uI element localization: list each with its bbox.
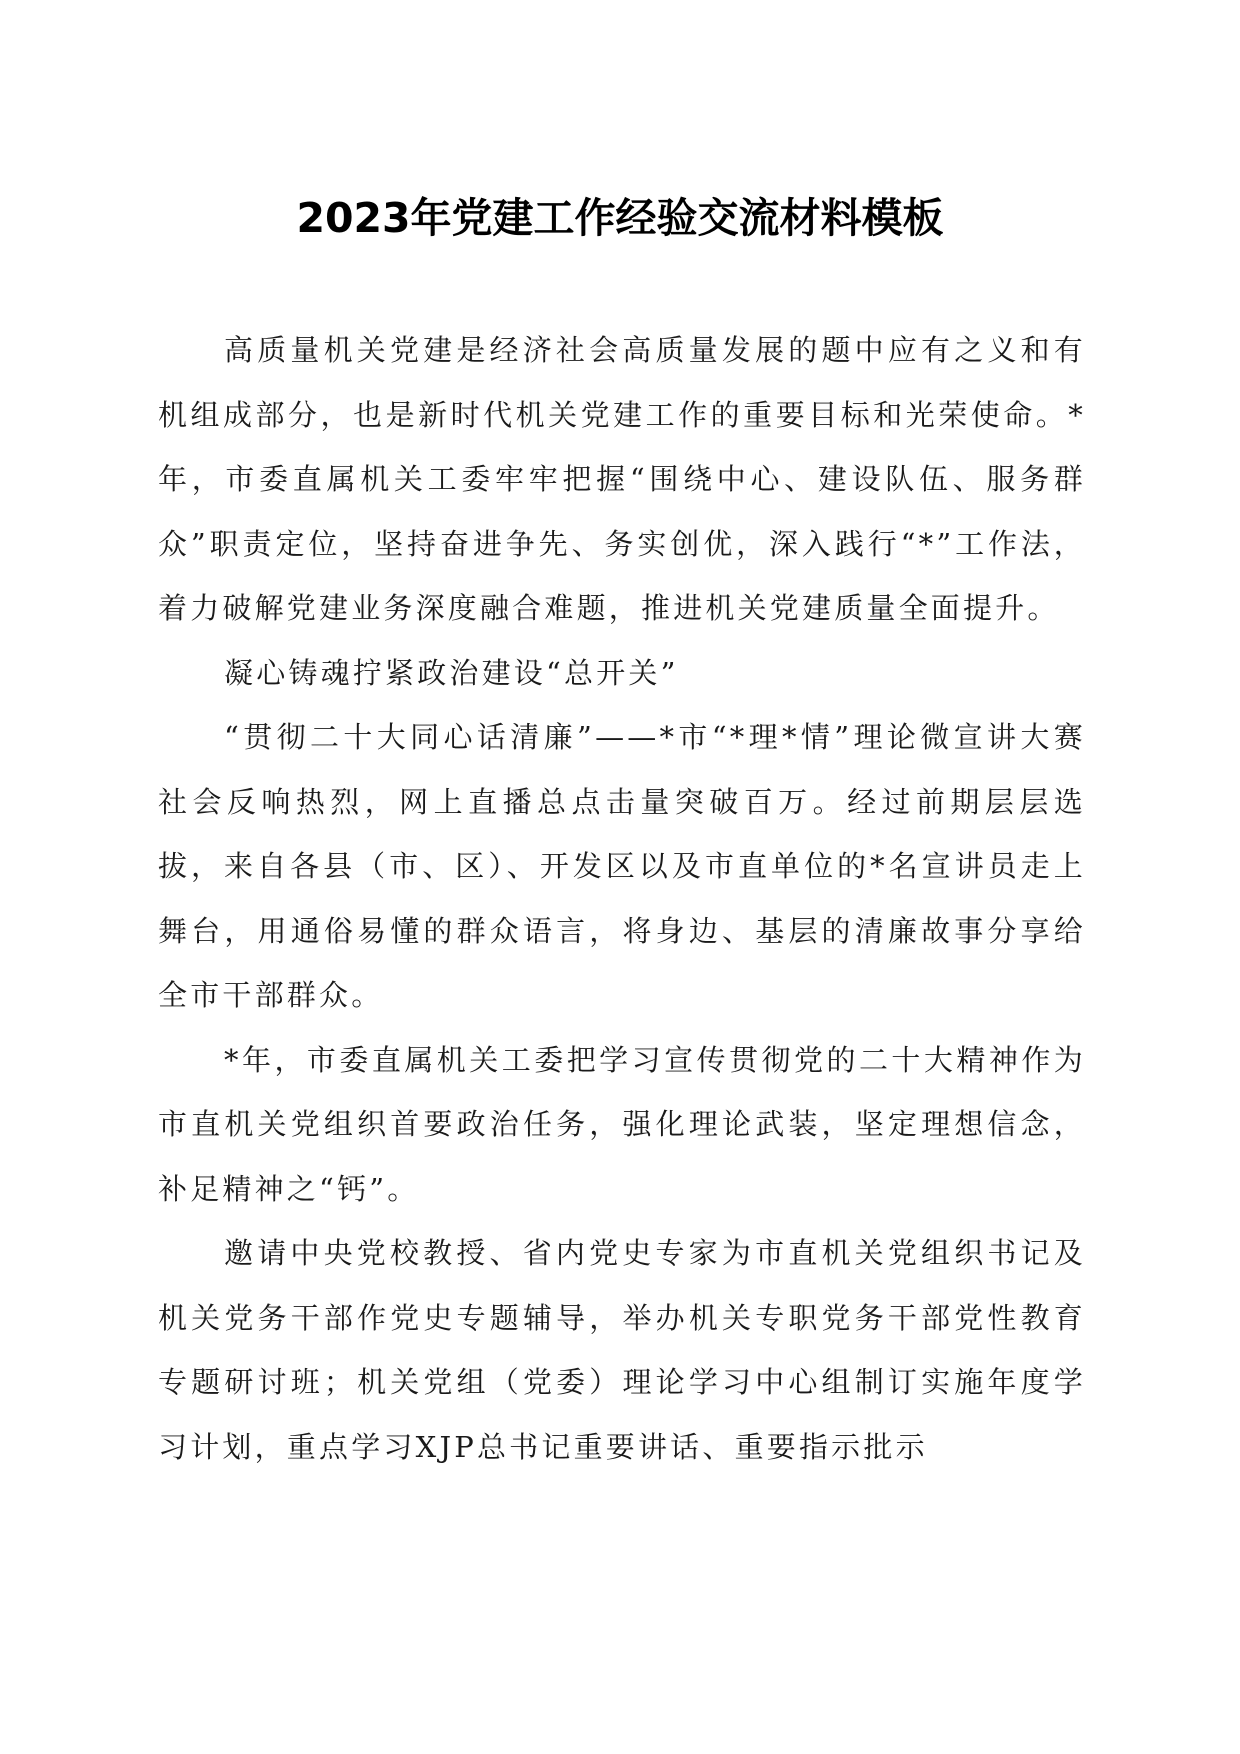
paragraph-contest: “贯彻二十大同心话清廉”——*市“*理*情”理论微宣讲大赛社会反响热烈，网上直播总点击量突破百万。经过前期层层选拔，来自各县（市、区）、开发区以及市直单位的*名宣讲员走上舞台，用通俗易懂的群众语言，将身边、基层的清廉故事分享给全市干部群众。 <box>158 720 1086 1012</box>
document-title: 2023年党建工作经验交流材料模板 <box>296 194 944 242</box>
paragraph-intro: 高质量机关党建是经济社会高质量发展的题中应有之义和有机组成部分，也是新时代机关党建工作的重要目标和光荣使命。*年，市委直属机关工委牢牢把握“围绕中心、建设队伍、服务群众”职责定位，坚持奋进争先、务实创优，深入践行“*”工作法，着力破解党建业务深度融合难题，推进机关党建质量全面提升。 <box>158 333 1086 625</box>
section-heading: 凝心铸魂拧紧政治建设“总开关” <box>224 655 679 690</box>
paragraph-study: *年，市委直属机关工委把学习宣传贯彻党的二十大精神作为市直机关党组织首要政治任务，强化理论武装，坚定理想信念，补足精神之“钙”。 <box>158 1042 1086 1206</box>
document-body <box>158 318 1086 1479</box>
paragraph-training: 邀请中央党校教授、省内党史专家为市直机关党组织书记及机关党务干部作党史专题辅导，举办机关专职党务干部党性教育专题研讨班；机关党组（党委）理论学习中心组制订实施年度学习计划，重点学习XJP总书记重要讲话、重要指示批示 <box>158 1236 1086 1464</box>
